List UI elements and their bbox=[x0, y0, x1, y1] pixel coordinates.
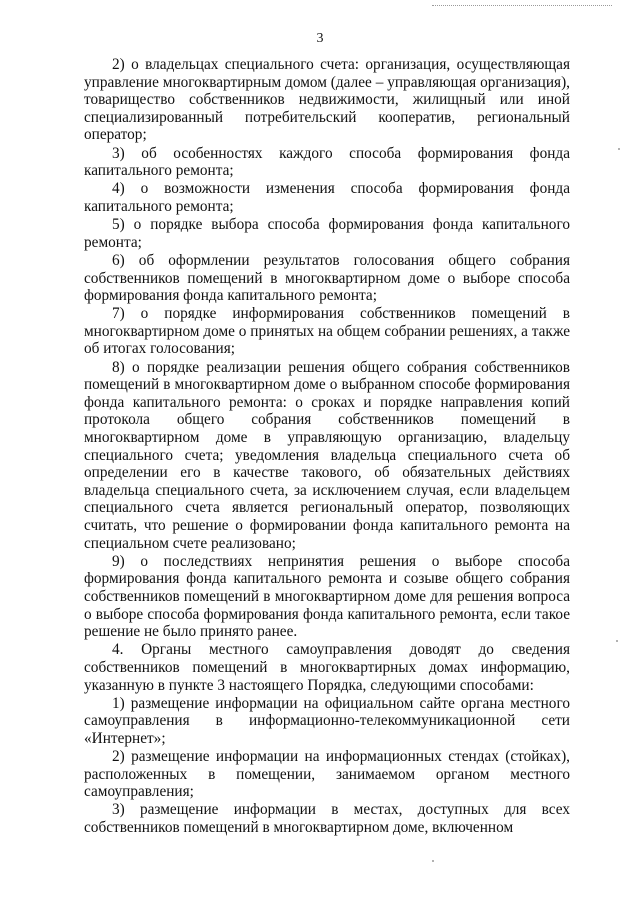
list-item-5-selection-procedure: 5) о порядке выбора способа формирования фонда капитального ремонта; bbox=[84, 216, 570, 251]
scan-artifact-dot bbox=[616, 640, 618, 642]
list-item-6-voting-results: 6) об оформлении результатов голосования общего собрания собственников помещений в многоквартирном доме о выборе способа формирования фонда капитального ремонта; bbox=[84, 251, 570, 305]
scan-artifact-dot bbox=[432, 860, 434, 862]
list-item-9-consequences: 9) о последствиях непринятия решения о выборе способа формирования фонда капитального ремонта и созыве общего собрания собственников помещений в многоквартирном доме для решения вопроса о выборе способа формирования фонда капитального ремонта, если такое решение не было принято ранее. bbox=[84, 552, 570, 641]
page-number: 3 bbox=[316, 31, 324, 46]
list-item-3-method-features: 3) об особенностях каждого способа формирования фонда капитального ремонта; bbox=[84, 144, 570, 180]
section-4-heading-paragraph: 4. Органы местного самоуправления доводят до сведения собственников помещений в многоквартирных домах информацию, указанную в пункте 3 настоящего Порядка, следующими способами: bbox=[84, 641, 570, 694]
list-item-8-decision-implementation: 8) о порядке реализации решения общего собрания собственников помещений в многоквартирном доме о выбранном способе формирования фонда капитального ремонта: о сроках и порядке направления копий протокола общего собрания собственников помещений в многоквартирном доме в управляющую организацию, владельцу специального счета; уведомления владельца специального счета об определении его в качестве такового, об обязательных действиях владельца специального счета, за исключением случая, если владельцем специального счета является региональный оператор, позволяющих считать, что решение о формировании фонда капитального ремонта на специальном счете реализовано; bbox=[84, 358, 570, 552]
scan-artifact-dot bbox=[618, 148, 620, 150]
document-body bbox=[84, 56, 570, 837]
list-item-7-informing-owners: 7) о порядке информирования собственников помещений в многоквартирном доме о принятых на общем собрании решениях, а также об итогах голосования; bbox=[84, 305, 570, 358]
list-item-4-method-change: 4) о возможности изменения способа формирования фонда капитального ремонта; bbox=[84, 180, 570, 215]
method-1-official-website: 1) размещение информации на официальном сайте органа местного самоуправления в информационно-телекоммуникационной сети «Интернет»; bbox=[84, 694, 570, 747]
scan-artifact-line bbox=[432, 5, 612, 7]
list-item-2-account-owners: 2) о владельцах специального счета: организация, осуществляющая управление многоквартирным домом (далее – управляющая организация), товарищество собственников недвижимости, жилищный или иной специализированный потребительский кооператив, региональный оператор; bbox=[84, 56, 570, 144]
method-3-accessible-places: 3) размещение информации в местах, доступных для всех собственников помещений в многоквартирном доме, включенном bbox=[84, 801, 570, 837]
method-2-info-stands: 2) размещение информации на информационных стендах (стойках), расположенных в помещении, занимаемом органом местного самоуправления; bbox=[84, 748, 570, 801]
